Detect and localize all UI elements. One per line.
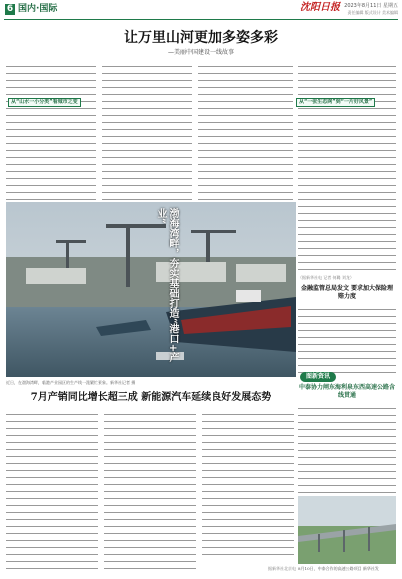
masthead-logo: 沈阳日报: [300, 2, 340, 13]
bridge-photo-caption: 8月10日，中泰合作的高速公路项目 新华社发: [298, 566, 379, 571]
editor-meta: 责任编辑 版式设计 美术编辑: [347, 10, 398, 15]
bottom-credit: 据新华社北京电: [268, 566, 296, 571]
harbor-photo: [6, 202, 296, 377]
bottom-headline: 7月产销同比增长超三成 新能源汽车延续良好发展态势: [30, 392, 272, 403]
article-column-4: [298, 62, 396, 272]
main-subheadline: —美丽中国建设一线故事: [167, 49, 234, 56]
photo-news-headline: 中泰协力闸东海利泉东西高速公路含线贯通: [298, 384, 395, 399]
bridge-illustration: [298, 496, 396, 564]
insurance-headline: 金融监管总局发文 要求加大保险理赔力度: [300, 285, 394, 300]
header-rule: [4, 19, 398, 20]
subhead-box-2: 从“一张生态网”到“一片好风景”: [296, 98, 375, 107]
news-section-label: 图新资讯: [306, 373, 331, 380]
page-number: 6: [6, 4, 14, 14]
news-section-tag: [300, 372, 336, 382]
bottom-column-1: [6, 410, 98, 570]
page-header: [0, 0, 402, 22]
issue-date: 2023年8月11日 星期五: [344, 3, 398, 9]
feature-vertical-title: 渤海湾畔，夯实基础打造“港口+产业”: [155, 208, 178, 363]
section-title: 国内·国际: [18, 4, 58, 14]
main-headline: 让万里山河更加多姿多彩: [124, 30, 278, 46]
insurance-article: [298, 305, 396, 377]
bottom-column-2: [104, 410, 196, 570]
bottom-column-3: [202, 410, 294, 560]
harbor-photo-caption: 近日，在渤海湾畔，临港产业园区的生产线一派繁忙景象。新华社记者 摄: [6, 380, 136, 385]
harbor-illustration: [6, 202, 296, 377]
subhead-box-1: 从“山水一小分类”看城市之变: [8, 98, 81, 107]
bridge-photo: [298, 496, 396, 564]
photo-news-article: [298, 404, 396, 494]
top-right-credit: （据新华社电 记者 何璐 刘龙）: [298, 275, 354, 280]
